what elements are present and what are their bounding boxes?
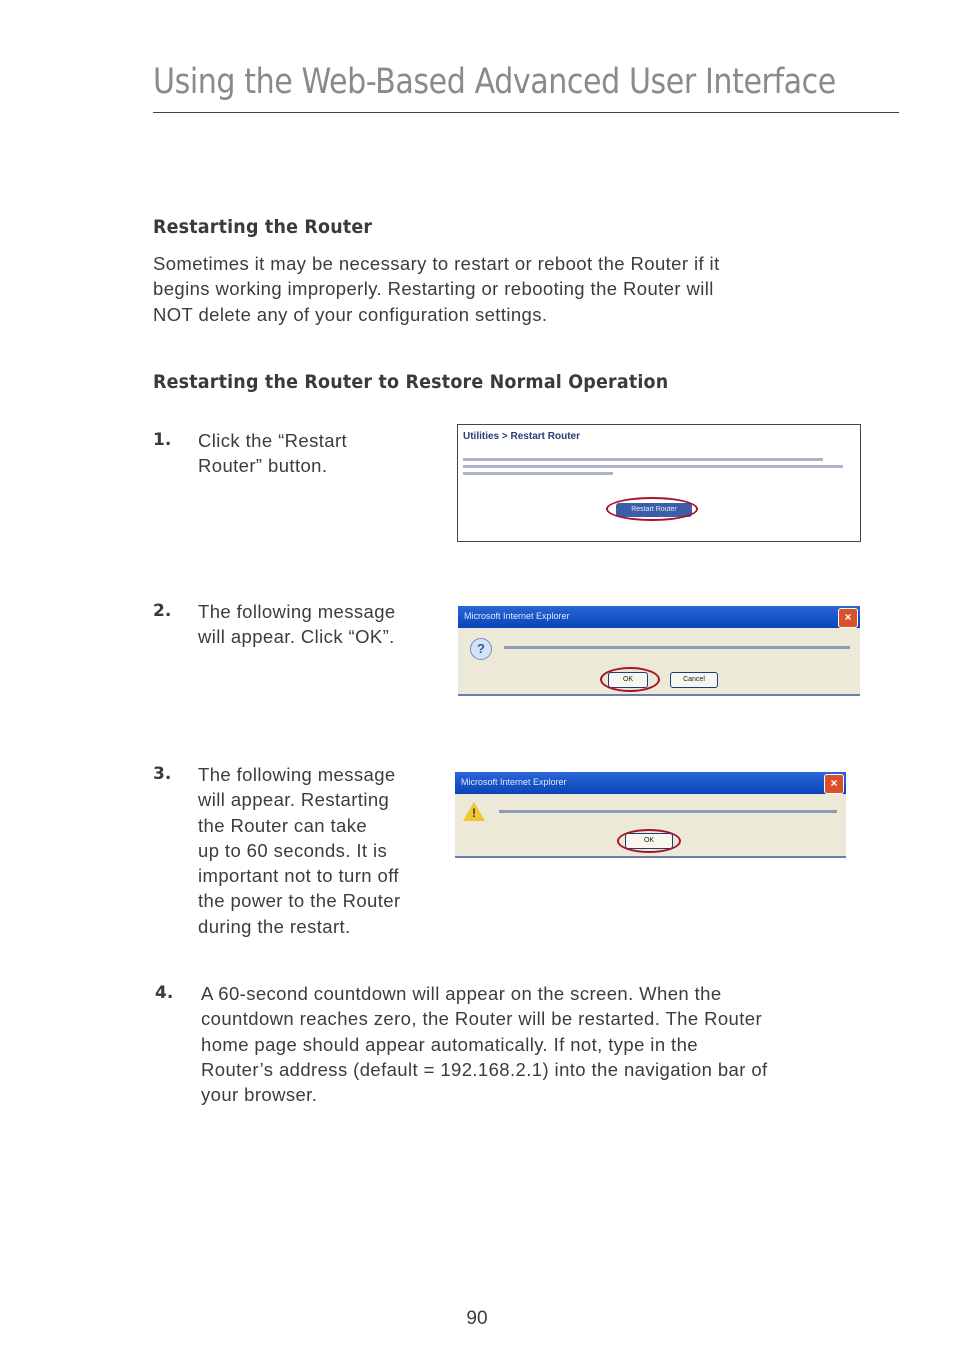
page-title: Using the Web-Based Advanced User Interface <box>153 62 836 102</box>
dialog-title: Microsoft Internet Explorer <box>461 777 567 787</box>
step-line: Router’s address (default = 192.168.2.1) into the navigation bar of <box>201 1058 768 1080</box>
step-line: will appear. Restarting <box>198 789 390 811</box>
step-line: the Router can take <box>198 814 368 836</box>
step-line: Click the “Restart <box>198 430 348 451</box>
dialog-title: Microsoft Internet Explorer <box>464 611 570 621</box>
blurred-text <box>463 472 613 475</box>
step-number: 2. <box>153 601 172 621</box>
blurred-text <box>499 810 837 813</box>
blurred-text <box>463 458 823 461</box>
step-line: during the restart. <box>198 915 351 937</box>
step-number: 1. <box>153 430 172 450</box>
section-intro-paragraph <box>153 251 843 327</box>
highlight-ring <box>600 667 660 692</box>
ok-button: OK <box>608 672 648 688</box>
step-3-text <box>198 762 401 939</box>
step-1-text <box>198 428 347 479</box>
title-divider <box>153 112 899 113</box>
ok-button: OK <box>625 833 673 849</box>
screenshot-page-title: Utilities > Restart Router <box>463 431 580 442</box>
section-heading-restore: Restarting the Router to Restore Normal Operation <box>153 371 669 393</box>
blurred-text <box>463 465 843 468</box>
restart-router-button: Restart Router <box>616 503 692 517</box>
step-line: will appear. Click “OK”. <box>198 626 395 648</box>
step-line: up to 60 seconds. It is <box>198 839 388 861</box>
close-icon: × <box>824 774 844 794</box>
step-line: The following message <box>198 601 396 622</box>
step-number: 3. <box>153 764 172 784</box>
step-line: countdown reaches zero, the Router will be restarted. The Router <box>201 1008 763 1030</box>
warning-mark: ! <box>472 806 476 820</box>
step-line: your browser. <box>201 1084 318 1106</box>
step-line: the power to the Router <box>198 890 401 912</box>
step-line: home page should appear automatically. If not, type in the <box>201 1033 698 1055</box>
highlight-ring <box>606 497 698 521</box>
page-number: 90 <box>466 1308 488 1329</box>
restart-router-screenshot <box>457 424 861 542</box>
confirm-dialog-screenshot <box>458 606 860 696</box>
step-4-text <box>201 981 881 1107</box>
step-line: A 60-second countdown will appear on the screen. When the <box>201 983 722 1004</box>
highlight-ring <box>617 829 681 853</box>
step-line: The following message <box>198 764 396 785</box>
step-line: important not to turn off <box>198 865 399 887</box>
step-line: Router” button. <box>198 455 328 477</box>
close-icon: × <box>838 608 858 628</box>
intro-line: Sometimes it may be necessary to restart or reboot the Router if it <box>153 253 720 274</box>
dialog-titlebar <box>458 606 860 628</box>
intro-line: begins working improperly. Restarting or rebooting the Router will <box>153 278 714 300</box>
intro-line: NOT delete any of your configuration settings. <box>153 303 548 325</box>
step-number: 4. <box>155 983 174 1003</box>
section-heading-restarting: Restarting the Router <box>153 216 373 238</box>
cancel-button: Cancel <box>670 672 718 688</box>
question-icon: ? <box>470 638 492 660</box>
blurred-text <box>504 646 850 649</box>
wait-dialog-screenshot <box>455 772 846 858</box>
dialog-titlebar <box>455 772 846 794</box>
step-2-text <box>198 599 396 650</box>
